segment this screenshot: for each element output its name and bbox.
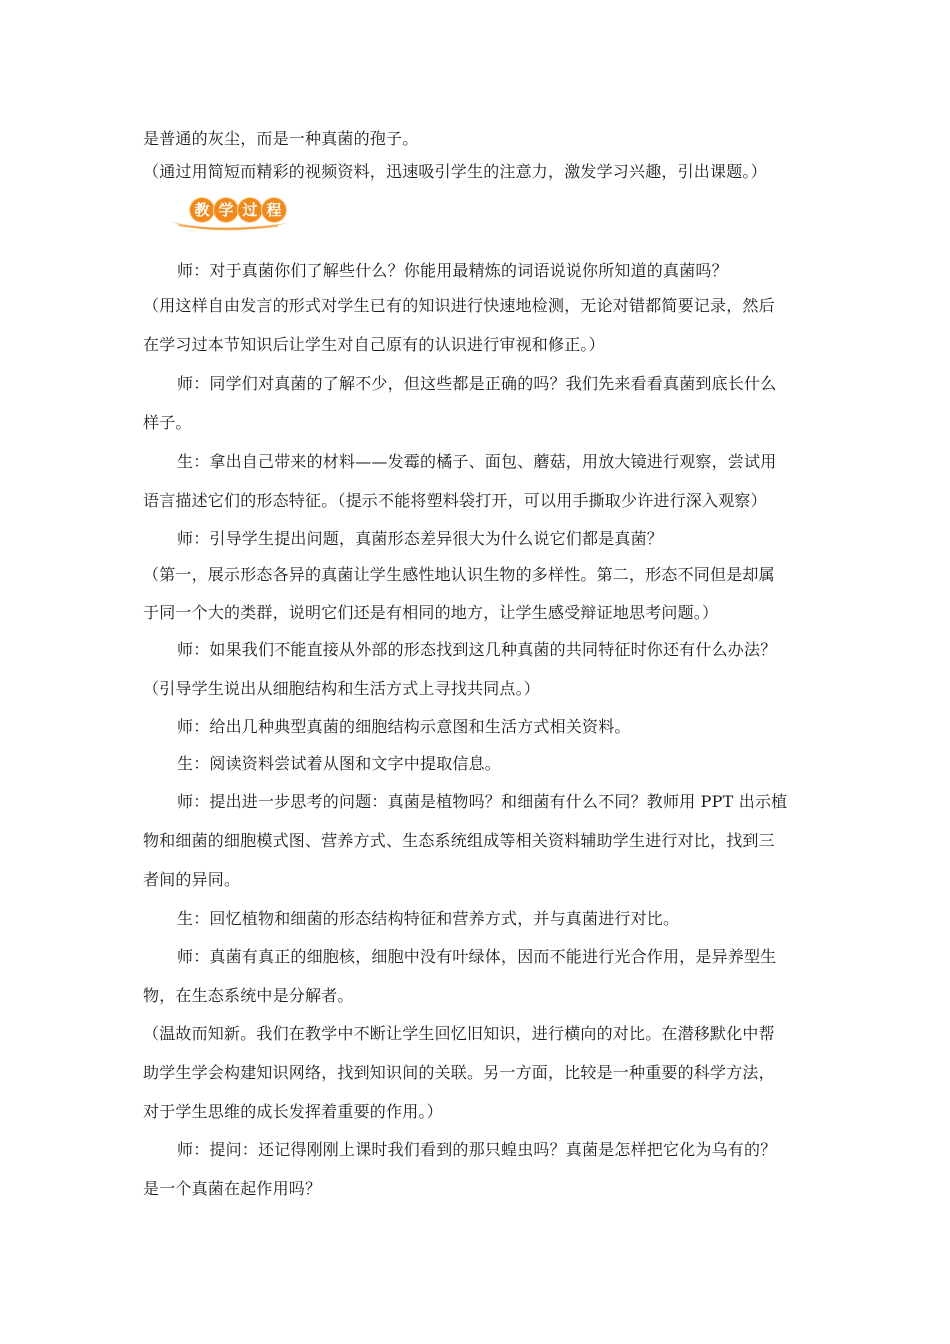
text-line: 语言描述它们的形态特征。（提示不能将塑料袋打开，可以用手撕取少许进行深入观察）	[143, 491, 767, 510]
text-line: （引导学生说出从细胞结构和生活方式上寻找共同点。）	[143, 679, 541, 698]
text-line: 在学习过本节知识后让学生对自己原有的认识进行审视和修正。）	[143, 335, 605, 354]
banner-title	[190, 198, 286, 222]
text-line: （通过用简短而精彩的视频资料，迅速吸引学生的注意力，激发学习兴趣，引出课题。）	[143, 162, 767, 181]
text-line: 师：真菌有真正的细胞核，细胞中没有叶绿体，因而不能进行光合作用，是异养型生	[177, 947, 777, 966]
banner-char: 学	[214, 198, 238, 222]
text-line: 样子。	[143, 413, 192, 432]
text-line: （用这样自由发言的形式对学生已有的知识进行快速地检测，无论对错都简要记录，然后	[143, 296, 775, 315]
text-line: 师：同学们对真菌的了解不少，但这些都是正确的吗？我们先来看看真菌到底长什么	[177, 374, 777, 393]
text-line: 生：回忆植物和细菌的形态结构特征和营养方式，并与真菌进行对比。	[177, 909, 680, 928]
text-line: 物，在生态系统中是分解者。	[143, 986, 354, 1005]
text-line: 对于学生思维的成长发挥着重要的作用。）	[143, 1102, 443, 1121]
banner-char: 过	[238, 198, 262, 222]
text-line: 师：如果我们不能直接从外部的形态找到这几种真菌的共同特征时你还有什么办法？	[177, 640, 777, 659]
text-line: （第一，展示形态各异的真菌让学生感性地认识生物的多样性。第二，形态不同但是却属	[143, 565, 775, 584]
text-line: 是一个真菌在起作用吗？	[143, 1179, 322, 1198]
text-line: 师：提出进一步思考的问题：真菌是植物吗？和细菌有什么不同？教师用 PPT 出示植	[177, 792, 788, 811]
section-banner	[168, 193, 328, 237]
text-line: 者间的异同。	[143, 870, 241, 889]
text-line: 师：提问：还记得刚刚上课时我们看到的那只蝗虫吗？真菌是怎样把它化为乌有的？	[177, 1140, 777, 1159]
text-line: （温故而知新。我们在教学中不断让学生回忆旧知识，进行横向的对比。在潜移默化中帮	[143, 1024, 775, 1043]
text-line: 是普通的灰尘，而是一种真菌的孢子。	[143, 129, 419, 148]
text-line: 于同一个大的类群，说明它们还是有相同的地方，让学生感受辩证地思考问题。）	[143, 603, 719, 622]
text-line: 生：阅读资料尝试着从图和文字中提取信息。	[177, 754, 502, 773]
text-line: 生：拿出自己带来的材料——发霉的橘子、面包、蘑菇，用放大镜进行观察，尝试用	[177, 452, 777, 471]
text-line: 物和细菌的细胞模式图、营养方式、生态系统组成等相关资料辅助学生进行对比，找到三	[143, 831, 775, 850]
text-line: 师：引导学生提出问题，真菌形态差异很大为什么说它们都是真菌？	[177, 529, 664, 548]
text-line: 助学生学会构建知识网络，找到知识间的关联。另一方面，比较是一种重要的科学方法，	[143, 1063, 775, 1082]
banner-char: 程	[262, 198, 286, 222]
text-line: 师：给出几种典型真菌的细胞结构示意图和生活方式相关资料。	[177, 717, 631, 736]
text-line: 师：对于真菌你们了解些什么？你能用最精炼的词语说说你所知道的真菌吗？	[177, 261, 728, 280]
banner-char: 教	[190, 198, 214, 222]
